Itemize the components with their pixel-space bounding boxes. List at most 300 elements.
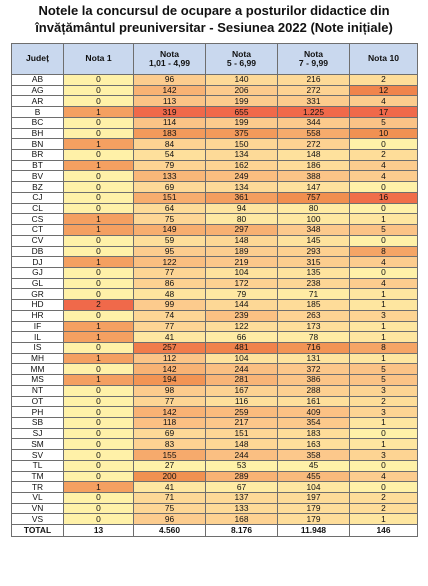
table-row [12, 257, 418, 268]
grade-count-cell: 12 [350, 85, 418, 96]
grade-count-cell: 0 [350, 267, 418, 278]
county-cell: MH [12, 353, 64, 364]
grade-count-cell: 319 [134, 107, 206, 118]
county-cell: IF [12, 321, 64, 332]
grade-count-cell: 186 [278, 160, 350, 171]
county-cell: BC [12, 117, 64, 128]
county-cell: SB [12, 418, 64, 429]
grade-count-cell: 142 [134, 364, 206, 375]
grade-count-cell: 0 [64, 407, 134, 418]
county-cell: SV [12, 450, 64, 461]
grade-count-cell: 0 [350, 235, 418, 246]
grade-count-cell: 0 [350, 482, 418, 493]
table-row [12, 235, 418, 246]
grade-count-cell: 183 [278, 428, 350, 439]
grade-count-cell: 1 [350, 353, 418, 364]
header-row [12, 44, 418, 75]
grade-count-cell: 183 [134, 128, 206, 139]
grade-count-cell: 116 [206, 396, 278, 407]
table-row [12, 450, 418, 461]
grade-count-cell: 1 [64, 321, 134, 332]
grade-count-cell: 1 [350, 321, 418, 332]
grade-count-cell: 17 [350, 107, 418, 118]
grade-count-cell: 1 [64, 482, 134, 493]
header-judet: Județ [12, 44, 64, 75]
grade-count-cell: 0 [64, 171, 134, 182]
grade-count-cell: 0 [64, 460, 134, 471]
grade-count-cell: 96 [134, 514, 206, 525]
grade-count-cell: 94 [206, 203, 278, 214]
county-cell: BZ [12, 182, 64, 193]
county-cell: BT [12, 160, 64, 171]
grade-count-cell: 217 [206, 418, 278, 429]
grade-count-cell: 331 [278, 96, 350, 107]
grade-count-cell: 168 [206, 514, 278, 525]
grade-count-cell: 48 [134, 289, 206, 300]
grade-count-cell: 216 [278, 75, 350, 86]
grade-count-cell: 0 [64, 117, 134, 128]
grade-count-cell: 118 [134, 418, 206, 429]
county-cell: CT [12, 225, 64, 236]
county-cell: DJ [12, 257, 64, 268]
table-row [12, 289, 418, 300]
total-cell: 146 [350, 525, 418, 537]
grade-count-cell: 133 [134, 171, 206, 182]
grade-count-cell: 131 [278, 353, 350, 364]
grade-count-cell: 96 [134, 75, 206, 86]
grade-count-cell: 0 [64, 364, 134, 375]
grade-count-cell: 142 [134, 407, 206, 418]
grade-count-cell: 272 [278, 139, 350, 150]
header-nota-1-499: Nota 1,01 - 4,99 [134, 44, 206, 75]
grade-count-cell: 75 [134, 503, 206, 514]
grade-count-cell: 144 [206, 300, 278, 311]
grade-count-cell: 249 [206, 171, 278, 182]
table-row [12, 364, 418, 375]
county-cell: BN [12, 139, 64, 150]
grade-count-cell: 77 [134, 267, 206, 278]
grade-count-cell: 3 [350, 310, 418, 321]
grade-count-cell: 0 [64, 246, 134, 257]
grade-count-cell: 716 [278, 342, 350, 353]
grade-count-cell: 4 [350, 171, 418, 182]
grade-count-cell: 0 [64, 342, 134, 353]
grade-count-cell: 86 [134, 278, 206, 289]
table-row [12, 139, 418, 150]
county-cell: VS [12, 514, 64, 525]
grade-count-cell: 0 [64, 203, 134, 214]
grade-count-cell: 122 [134, 257, 206, 268]
table-row [12, 385, 418, 396]
grade-count-cell: 0 [64, 267, 134, 278]
grade-count-cell: 3 [350, 450, 418, 461]
grade-count-cell: 135 [278, 267, 350, 278]
grade-count-cell: 0 [350, 139, 418, 150]
grade-count-cell: 66 [206, 332, 278, 343]
county-cell: IS [12, 342, 64, 353]
county-cell: TR [12, 482, 64, 493]
table-row [12, 75, 418, 86]
county-cell: BH [12, 128, 64, 139]
grade-count-cell: 77 [134, 321, 206, 332]
grade-count-cell: 257 [134, 342, 206, 353]
county-cell: B [12, 107, 64, 118]
table-row [12, 375, 418, 386]
results-table [11, 43, 418, 537]
grade-count-cell: 1 [350, 289, 418, 300]
county-cell: TM [12, 471, 64, 482]
grade-count-cell: 1 [64, 225, 134, 236]
grade-count-cell: 1 [64, 375, 134, 386]
grade-count-cell: 0 [64, 96, 134, 107]
grade-count-cell: 104 [206, 267, 278, 278]
county-cell: VN [12, 503, 64, 514]
table-row [12, 128, 418, 139]
table-row [12, 396, 418, 407]
grade-count-cell: 80 [206, 214, 278, 225]
grade-count-cell: 59 [134, 235, 206, 246]
table-row [12, 160, 418, 171]
grade-count-cell: 100 [278, 214, 350, 225]
grade-count-cell: 288 [278, 385, 350, 396]
grade-count-cell: 4 [350, 160, 418, 171]
grade-count-cell: 0 [64, 450, 134, 461]
grade-count-cell: 0 [350, 460, 418, 471]
grade-count-cell: 0 [64, 182, 134, 193]
grade-count-cell: 83 [134, 439, 206, 450]
grade-count-cell: 0 [64, 385, 134, 396]
grade-count-cell: 238 [278, 278, 350, 289]
grade-count-cell: 45 [278, 460, 350, 471]
grade-count-cell: 1 [64, 160, 134, 171]
grade-count-cell: 10 [350, 128, 418, 139]
county-cell: VL [12, 493, 64, 504]
county-cell: MS [12, 375, 64, 386]
grade-count-cell: 1 [64, 139, 134, 150]
grade-count-cell: 272 [278, 85, 350, 96]
grade-count-cell: 5 [350, 225, 418, 236]
county-cell: GR [12, 289, 64, 300]
grade-count-cell: 78 [278, 332, 350, 343]
county-cell: HR [12, 310, 64, 321]
grade-count-cell: 0 [64, 471, 134, 482]
grade-count-cell: 0 [64, 235, 134, 246]
grade-count-cell: 0 [64, 192, 134, 203]
table-row [12, 418, 418, 429]
grade-count-cell: 315 [278, 257, 350, 268]
grade-count-cell: 79 [134, 160, 206, 171]
grade-count-cell: 79 [206, 289, 278, 300]
grade-count-cell: 4 [350, 257, 418, 268]
grade-count-cell: 2 [350, 493, 418, 504]
grade-count-cell: 173 [278, 321, 350, 332]
grade-count-cell: 172 [206, 278, 278, 289]
total-label: TOTAL [12, 525, 64, 537]
grade-count-cell: 0 [350, 182, 418, 193]
table-row [12, 171, 418, 182]
county-cell: OT [12, 396, 64, 407]
grade-count-cell: 113 [134, 96, 206, 107]
grade-count-cell: 104 [278, 482, 350, 493]
table-row [12, 225, 418, 236]
grade-count-cell: 69 [134, 428, 206, 439]
grade-count-cell: 481 [206, 342, 278, 353]
grade-count-cell: 4 [350, 96, 418, 107]
table-row [12, 192, 418, 203]
grade-count-cell: 114 [134, 117, 206, 128]
table-row [12, 514, 418, 525]
grade-count-cell: 3 [350, 385, 418, 396]
grade-count-cell: 54 [134, 150, 206, 161]
grade-count-cell: 1 [64, 332, 134, 343]
grade-count-cell: 372 [278, 364, 350, 375]
grade-count-cell: 1.225 [278, 107, 350, 118]
grade-count-cell: 2 [350, 503, 418, 514]
county-cell: TL [12, 460, 64, 471]
grade-count-cell: 5 [350, 375, 418, 386]
table-row [12, 85, 418, 96]
grade-count-cell: 80 [278, 203, 350, 214]
grade-count-cell: 361 [206, 192, 278, 203]
grade-count-cell: 409 [278, 407, 350, 418]
grade-count-cell: 0 [64, 289, 134, 300]
county-cell: AG [12, 85, 64, 96]
grade-count-cell: 1 [350, 514, 418, 525]
grade-count-cell: 0 [64, 278, 134, 289]
table-row [12, 117, 418, 128]
table-row [12, 278, 418, 289]
grade-count-cell: 1 [64, 107, 134, 118]
header-nota-10: Nota 10 [350, 44, 418, 75]
grade-count-cell: 71 [278, 289, 350, 300]
grade-count-cell: 95 [134, 246, 206, 257]
grade-count-cell: 655 [206, 107, 278, 118]
grade-count-cell: 134 [206, 150, 278, 161]
grade-count-cell: 455 [278, 471, 350, 482]
table-row [12, 182, 418, 193]
grade-count-cell: 1 [350, 214, 418, 225]
table-row [12, 107, 418, 118]
table-row [12, 471, 418, 482]
grade-count-cell: 142 [134, 85, 206, 96]
grade-count-cell: 757 [278, 192, 350, 203]
table-row [12, 353, 418, 364]
table-row [12, 493, 418, 504]
grade-count-cell: 167 [206, 385, 278, 396]
table-row [12, 503, 418, 514]
grade-count-cell: 133 [206, 503, 278, 514]
grade-count-cell: 0 [64, 439, 134, 450]
county-cell: HD [12, 300, 64, 311]
grade-count-cell: 199 [206, 96, 278, 107]
grade-count-cell: 0 [64, 503, 134, 514]
table-row [12, 300, 418, 311]
total-row [12, 525, 418, 537]
grade-count-cell: 386 [278, 375, 350, 386]
grade-count-cell: 41 [134, 332, 206, 343]
grade-count-cell: 259 [206, 407, 278, 418]
grade-count-cell: 5 [350, 117, 418, 128]
total-cell: 11.948 [278, 525, 350, 537]
grade-count-cell: 0 [64, 128, 134, 139]
grade-count-cell: 297 [206, 225, 278, 236]
table-row [12, 439, 418, 450]
county-cell: GL [12, 278, 64, 289]
grade-count-cell: 2 [350, 150, 418, 161]
grade-count-cell: 0 [64, 85, 134, 96]
grade-count-cell: 206 [206, 85, 278, 96]
grade-count-cell: 137 [206, 493, 278, 504]
grade-count-cell: 375 [206, 128, 278, 139]
table-row [12, 267, 418, 278]
grade-count-cell: 5 [350, 364, 418, 375]
grade-count-cell: 263 [278, 310, 350, 321]
table-body [12, 75, 418, 525]
table-row [12, 482, 418, 493]
grade-count-cell: 163 [278, 439, 350, 450]
grade-count-cell: 71 [134, 493, 206, 504]
title-line-2: învățământul preuniversitar - Sesiunea 2022 (Note inițiale) [35, 20, 393, 35]
county-cell: IL [12, 332, 64, 343]
county-cell: NT [12, 385, 64, 396]
grade-count-cell: 179 [278, 503, 350, 514]
county-cell: CV [12, 235, 64, 246]
grade-count-cell: 147 [278, 182, 350, 193]
grade-count-cell: 0 [64, 75, 134, 86]
county-cell: AB [12, 75, 64, 86]
grade-count-cell: 558 [278, 128, 350, 139]
grade-count-cell: 354 [278, 418, 350, 429]
grade-count-cell: 0 [64, 310, 134, 321]
grade-count-cell: 161 [278, 396, 350, 407]
table-row [12, 321, 418, 332]
table-row [12, 96, 418, 107]
grade-count-cell: 77 [134, 396, 206, 407]
grade-count-cell: 1 [350, 332, 418, 343]
county-cell: BV [12, 171, 64, 182]
grade-count-cell: 2 [350, 396, 418, 407]
grade-count-cell: 64 [134, 203, 206, 214]
grade-count-cell: 75 [134, 214, 206, 225]
grade-count-cell: 4 [350, 471, 418, 482]
table-row [12, 203, 418, 214]
grade-count-cell: 194 [134, 375, 206, 386]
grade-count-cell: 289 [206, 471, 278, 482]
county-cell: PH [12, 407, 64, 418]
grade-count-cell: 0 [64, 428, 134, 439]
grade-count-cell: 358 [278, 450, 350, 461]
title-line-1: Notele la concursul de ocupare a posturilor didactice din [38, 3, 390, 18]
grade-count-cell: 150 [206, 139, 278, 150]
grade-count-cell: 149 [134, 225, 206, 236]
county-cell: CL [12, 203, 64, 214]
total-cell: 8.176 [206, 525, 278, 537]
county-cell: MM [12, 364, 64, 375]
grade-count-cell: 344 [278, 117, 350, 128]
grade-count-cell: 41 [134, 482, 206, 493]
county-cell: CS [12, 214, 64, 225]
grade-count-cell: 2 [64, 300, 134, 311]
grade-count-cell: 0 [64, 493, 134, 504]
grade-count-cell: 98 [134, 385, 206, 396]
grade-count-cell: 74 [134, 310, 206, 321]
grade-count-cell: 162 [206, 160, 278, 171]
table-row [12, 460, 418, 471]
grade-count-cell: 200 [134, 471, 206, 482]
grade-count-cell: 244 [206, 364, 278, 375]
grade-count-cell: 348 [278, 225, 350, 236]
grade-count-cell: 8 [350, 246, 418, 257]
table-row [12, 428, 418, 439]
grade-count-cell: 16 [350, 192, 418, 203]
county-cell: CJ [12, 192, 64, 203]
table-row [12, 332, 418, 343]
header-nota-5-699: Nota 5 - 6,99 [206, 44, 278, 75]
county-cell: GJ [12, 267, 64, 278]
total-cell: 4.560 [134, 525, 206, 537]
grade-count-cell: 145 [278, 235, 350, 246]
grade-count-cell: 2 [350, 75, 418, 86]
grade-count-cell: 239 [206, 310, 278, 321]
grade-count-cell: 1 [350, 300, 418, 311]
grade-count-cell: 148 [206, 235, 278, 246]
grade-count-cell: 69 [134, 182, 206, 193]
grade-count-cell: 99 [134, 300, 206, 311]
grade-count-cell: 189 [206, 246, 278, 257]
grade-count-cell: 155 [134, 450, 206, 461]
grade-count-cell: 1 [350, 418, 418, 429]
grade-count-cell: 179 [278, 514, 350, 525]
table-row [12, 342, 418, 353]
grade-count-cell: 388 [278, 171, 350, 182]
grade-count-cell: 148 [206, 439, 278, 450]
grade-count-cell: 197 [278, 493, 350, 504]
grade-count-cell: 3 [350, 407, 418, 418]
header-nota-1: Nota 1 [64, 44, 134, 75]
county-cell: SM [12, 439, 64, 450]
table-row [12, 150, 418, 161]
grade-count-cell: 1 [64, 353, 134, 364]
table-row [12, 246, 418, 257]
grade-count-cell: 151 [134, 192, 206, 203]
grade-count-cell: 148 [278, 150, 350, 161]
table-row [12, 214, 418, 225]
grade-count-cell: 151 [206, 428, 278, 439]
grade-count-cell: 185 [278, 300, 350, 311]
grade-count-cell: 0 [64, 396, 134, 407]
grade-count-cell: 0 [64, 514, 134, 525]
grade-count-cell: 112 [134, 353, 206, 364]
grade-count-cell: 1 [64, 257, 134, 268]
grade-count-cell: 293 [278, 246, 350, 257]
grade-count-cell: 0 [64, 150, 134, 161]
grade-count-cell: 53 [206, 460, 278, 471]
grade-count-cell: 134 [206, 182, 278, 193]
grade-count-cell: 0 [350, 203, 418, 214]
grade-count-cell: 4 [350, 278, 418, 289]
county-cell: DB [12, 246, 64, 257]
grade-count-cell: 199 [206, 117, 278, 128]
page-title [0, 0, 428, 36]
grade-count-cell: 140 [206, 75, 278, 86]
grade-count-cell: 27 [134, 460, 206, 471]
county-cell: SJ [12, 428, 64, 439]
county-cell: BR [12, 150, 64, 161]
grade-count-cell: 1 [64, 214, 134, 225]
table-row [12, 407, 418, 418]
grade-count-cell: 0 [64, 418, 134, 429]
header-nota-7-999: Nota 7 - 9,99 [278, 44, 350, 75]
